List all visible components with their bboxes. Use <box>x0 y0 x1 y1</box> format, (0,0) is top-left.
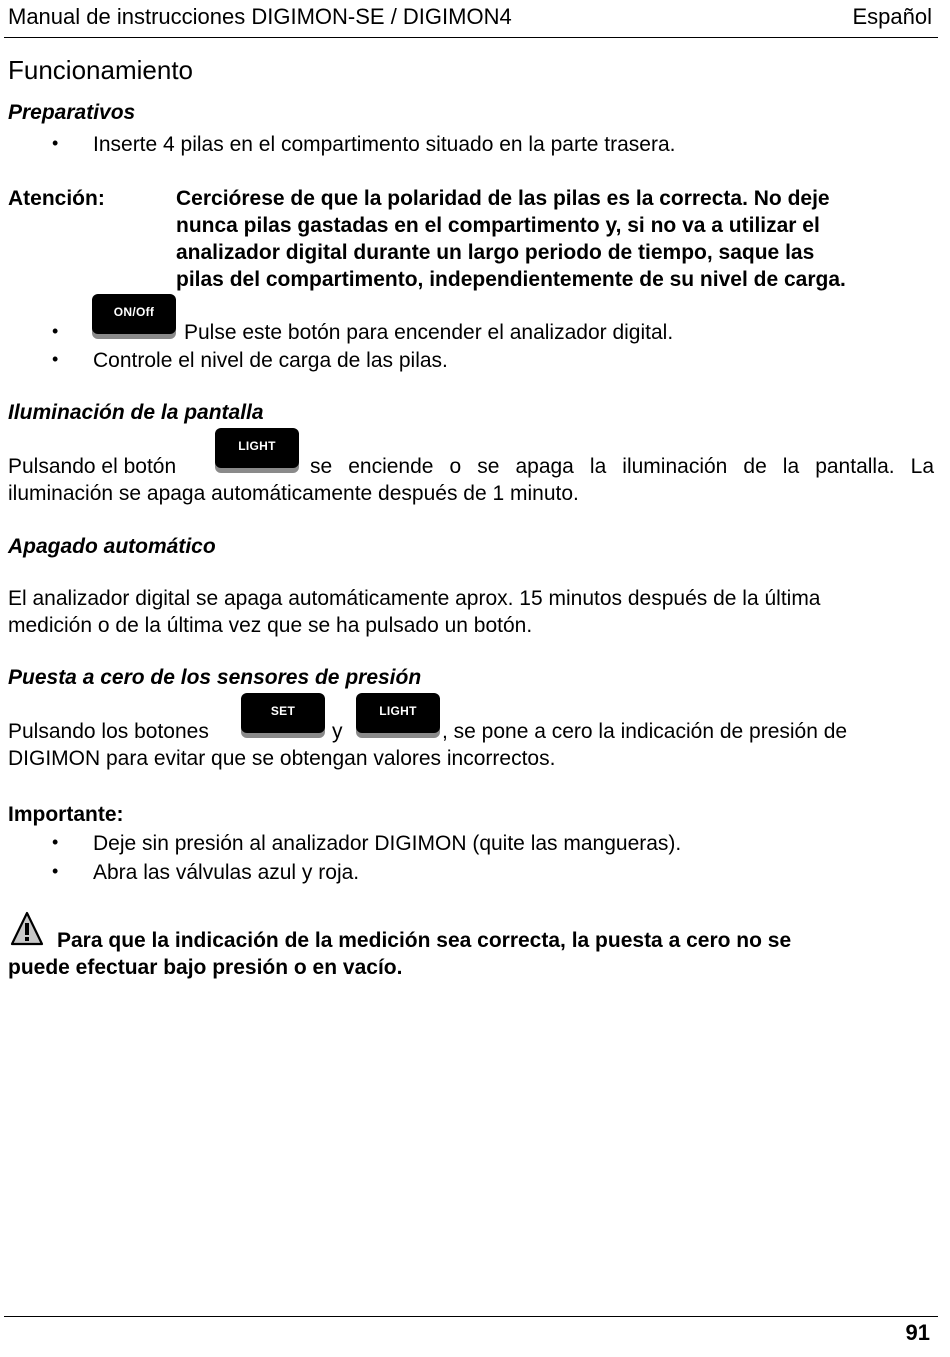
important-label: Importante: <box>8 803 124 826</box>
attention-line-1: Cerciórese de que la polaridad de las pilas es la correcta. No deje <box>176 187 830 210</box>
bullet-open-valves: Abra las válvulas azul y roja. <box>93 861 360 884</box>
warning-triangle-icon <box>10 911 44 947</box>
zero-line-2: DIGIMON para evitar que se obtengan valores incorrectos. <box>8 747 556 770</box>
attention-line-4: pilas del compartimento, independientemente de su nivel de carga. <box>176 268 846 291</box>
bullet-marker: • <box>52 832 59 852</box>
bullet-marker: • <box>52 861 59 881</box>
light-key-label: LIGHT <box>379 704 417 718</box>
bullet-press-button: Pulse este botón para encender el analizador digital. <box>184 321 674 344</box>
warning-line-1: Para que la indicación de la medición sea correcta, la puesta a cero no se <box>57 929 792 952</box>
page-header <box>8 2 932 32</box>
set-key-icon <box>241 693 325 733</box>
heading-apagado: Apagado automático <box>8 535 216 558</box>
language-label: Español <box>852 4 932 29</box>
illumination-text-end: se enciende o se apaga la iluminación de la pantalla. La <box>310 455 934 478</box>
bullet-marker: • <box>52 133 59 153</box>
illumination-line-2: iluminación se apaga automáticamente después de 1 minuto. <box>8 482 579 505</box>
light-key-label: LIGHT <box>238 439 276 453</box>
heading-puesta-cero: Puesta a cero de los sensores de presión <box>8 666 422 689</box>
attention-line-3: analizador digital durante un largo periodo de tiempo, saque las <box>176 241 815 264</box>
zero-text-start: Pulsando los botones <box>8 720 209 743</box>
attention-label: Atención: <box>8 187 105 210</box>
onoff-key-icon <box>92 294 176 334</box>
light-key-icon <box>215 428 299 468</box>
attention-line-2: nunca pilas gastadas en el compartimento y, si no va a utilizar el <box>176 214 820 237</box>
auto-off-line-2: medición o de la última vez que se ha pulsado un botón. <box>8 614 533 637</box>
set-key-label: SET <box>270 704 296 718</box>
zero-text-y: y <box>332 720 343 743</box>
bullet-insert-batteries: Inserte 4 pilas en el compartimento situado en la parte trasera. <box>93 133 676 156</box>
auto-off-line-1: El analizador digital se apaga automáticamente aprox. 15 minutos después de la última <box>8 587 821 610</box>
header-rule <box>4 37 938 38</box>
heading-iluminacion: Iluminación de la pantalla <box>8 401 264 424</box>
light-key-icon <box>356 693 440 733</box>
onoff-key-label: ON/Off <box>113 305 155 319</box>
zero-text-end: , se pone a cero la indicación de presión de <box>442 720 848 743</box>
warning-line-2: puede efectuar bajo presión o en vacío. <box>8 956 403 979</box>
bullet-check-battery: Controle el nivel de carga de las pilas. <box>93 349 448 372</box>
document-title: Manual de instrucciones DIGIMON-SE / DIGIMON4 <box>8 4 512 29</box>
bullet-remove-pressure: Deje sin presión al analizador DIGIMON (quite las mangueras). <box>93 832 682 855</box>
bullet-marker: • <box>52 349 59 369</box>
illumination-text-start: Pulsando el botón <box>8 455 177 478</box>
section-title: Funcionamiento <box>8 55 193 85</box>
bullet-marker: • <box>52 321 59 341</box>
footer-rule <box>4 1316 938 1317</box>
heading-preparativos: Preparativos <box>8 101 136 124</box>
page-number: 91 <box>905 1320 930 1345</box>
